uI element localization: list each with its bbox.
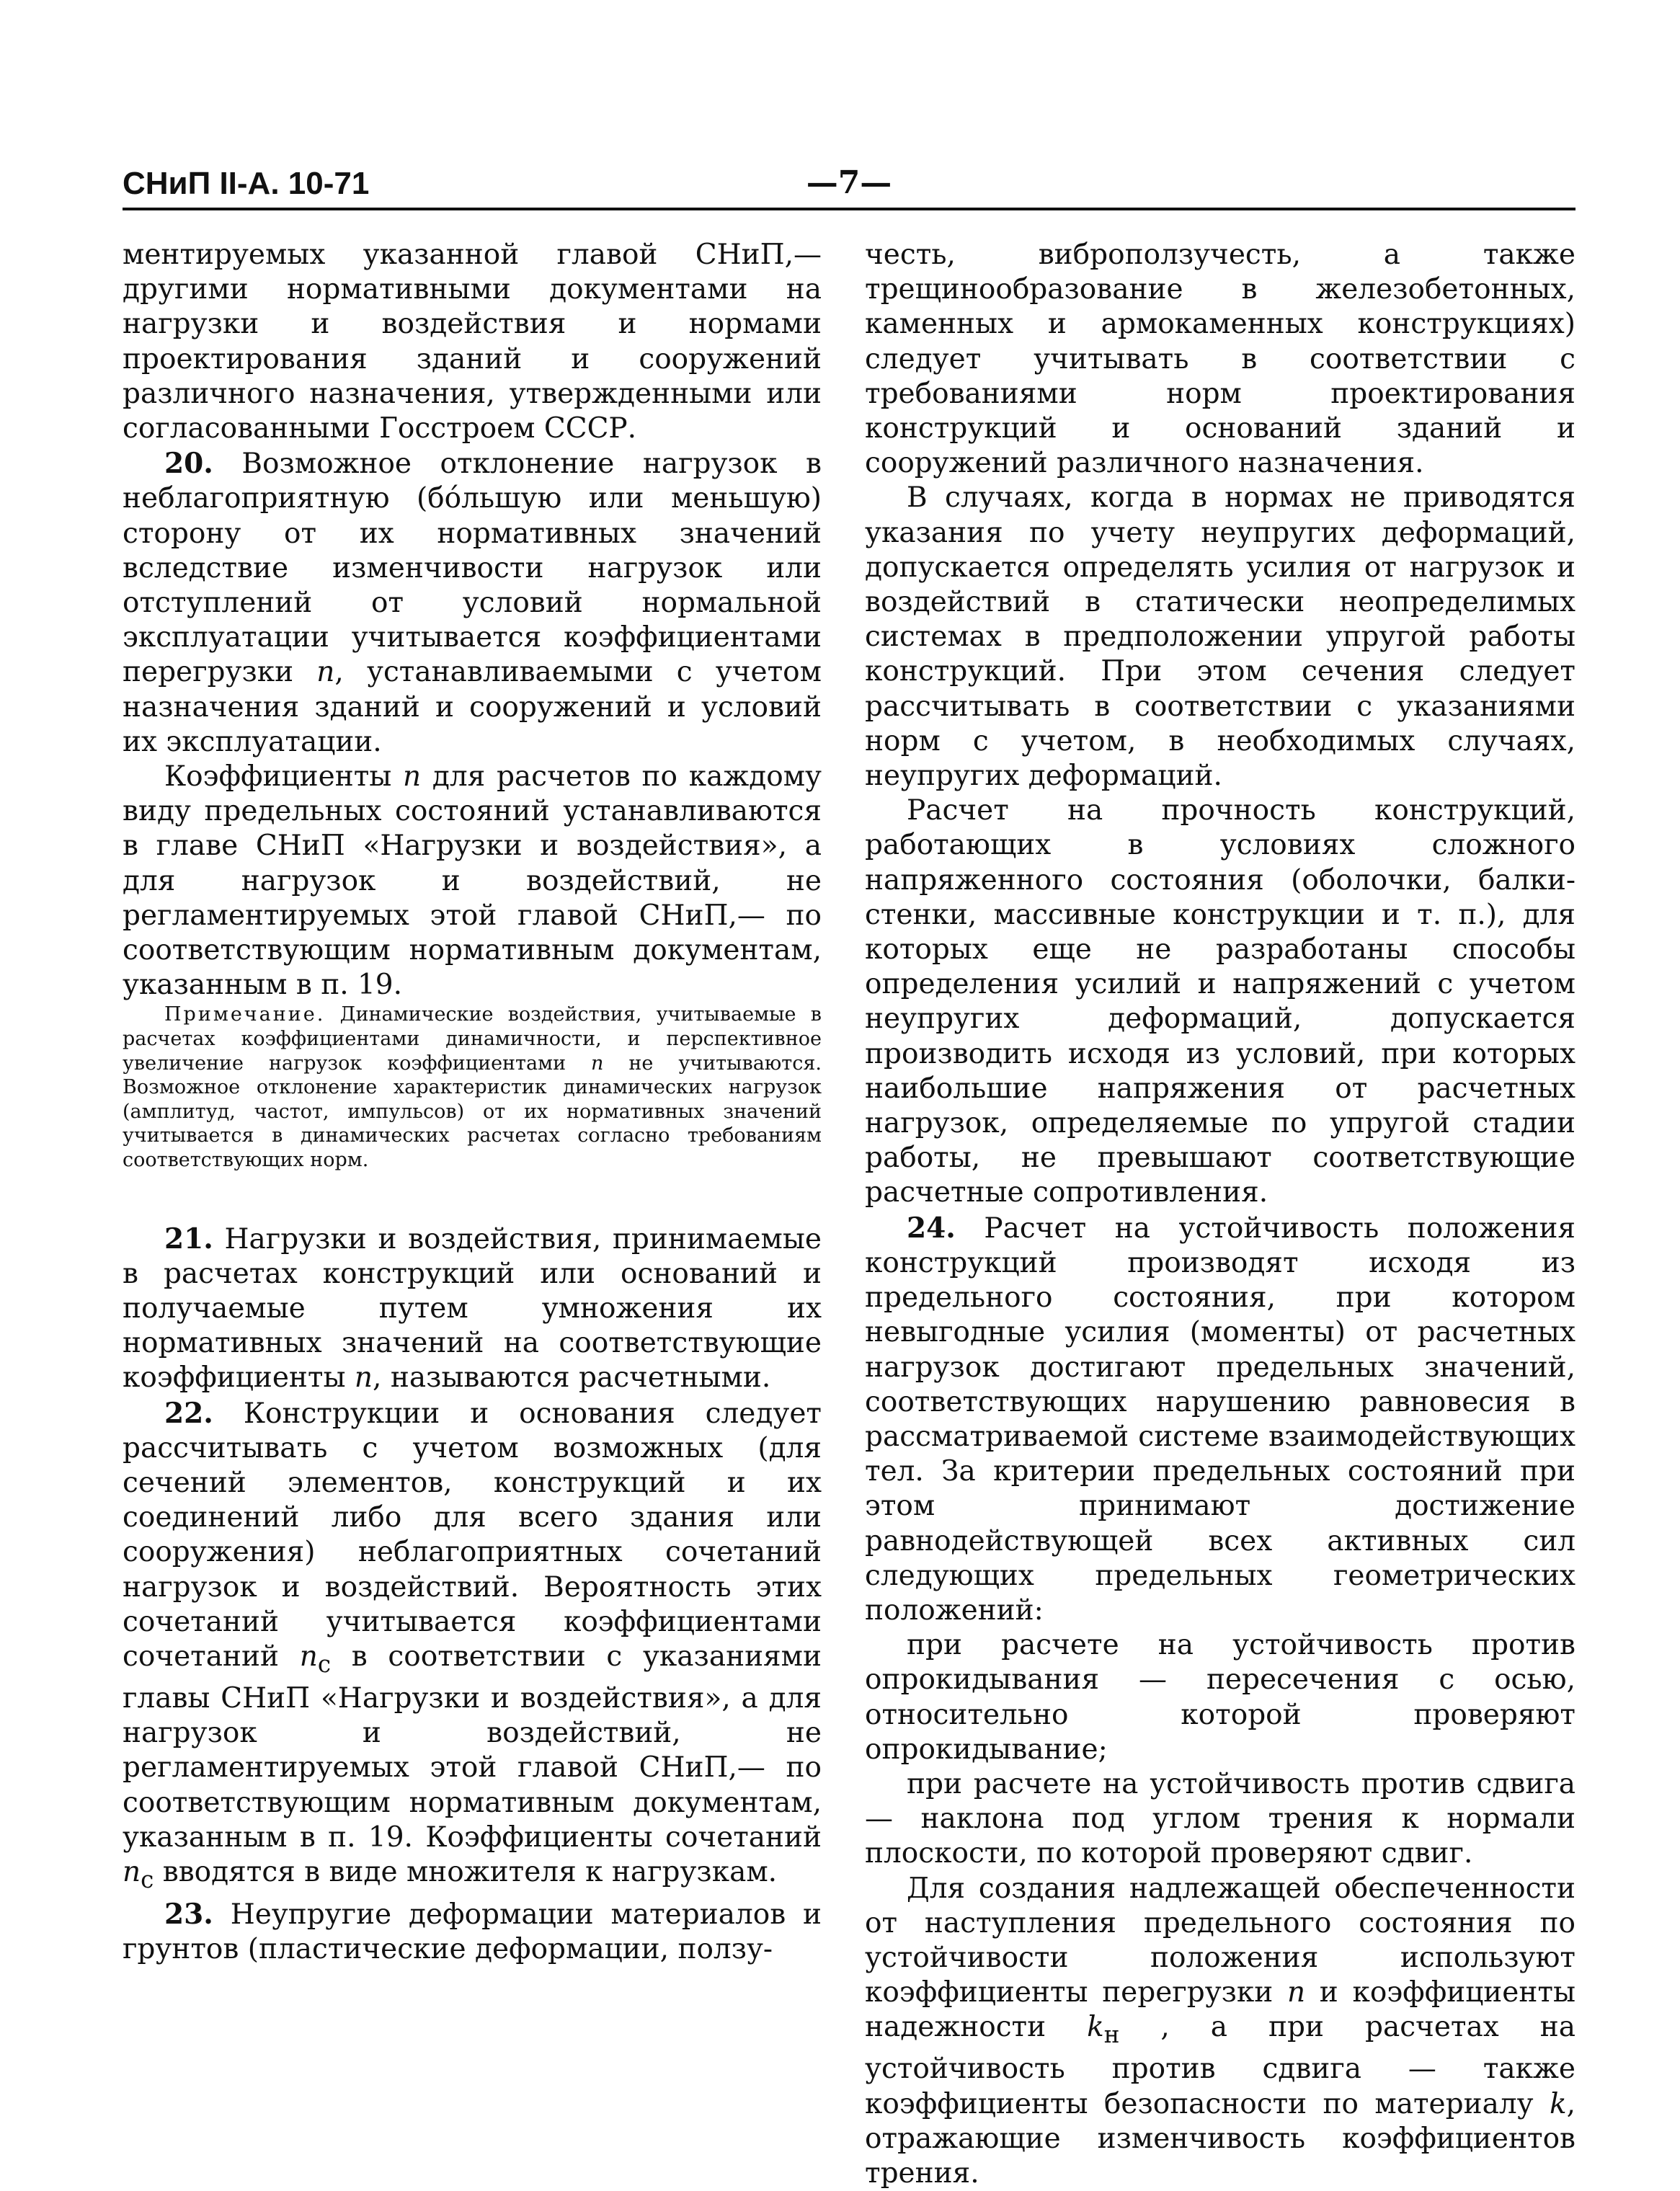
document-code: СНиП II-А. 10-71 — [123, 166, 370, 201]
clause-24: 24. Расчет на устойчивость положения конструкций производят исходя из предельного состояния, при котором невыгодные усилия (моменты) от расчетных нагрузок достигают предельных значений, соответствующих нарушению равновесия в рассматриваемой системе взаимодействующих тел. За критерии предельных состояний при этом принимают достижение равнодействующей всех активных сил следующих предельных геометрических положений: — [865, 1211, 1575, 1627]
variable-k: k — [1549, 2087, 1567, 2120]
page-header — [123, 160, 1575, 210]
page-number: —7— — [806, 164, 892, 201]
variable-n: n — [591, 1052, 604, 1075]
paragraph: при расчете на устойчивость против сдвига — наклона под углом трения к нормали плоскости, по которой проверяют сдвиг. — [865, 1767, 1575, 1870]
paragraph: Расчет на прочность конструкций, работающих в условиях сложного напряженного состояния (оболочки, балки-стенки, массивные конструкции и т. п.), для которых еще не разработаны способы определения усилий и напряжений с учетом неупругих деформаций, допускается производить исходя из условий, при которых наибольшие напряжения от расчетных нагрузок, определяемые по упругой стадии работы, не превышают соответствующие расчетные сопротивления. — [865, 794, 1575, 1209]
paragraph: при расчете на устойчивость против опрокидывания — пересечения с осью, относительно которой проверяют опрокидывание; — [865, 1629, 1575, 1766]
clause-number: 23. — [164, 1898, 213, 1932]
variable-n: n — [123, 1856, 141, 1889]
clause-21: 21. Нагрузки и воздействия, принимаемые в расчетах конструкций или оснований и получаемые путем умножения их нормативных значений на соответствующие коэффициенты n, называются расчетными. — [123, 1222, 822, 1395]
paragraph: Для создания надлежащей обеспеченности от наступления предельного состояния по устойчивости положения используют коэффициенты перегрузки n и коэффициенты надежности $k_н$ , а при расчетах на устойчивость против сдвига — также коэффициенты безопасности по материалу k, отражающие изменчивость коэффициентов трения. — [865, 1872, 1575, 2190]
variable-n: n — [316, 656, 335, 689]
right-column — [865, 238, 1575, 2191]
clause-22: 22. Конструкции и основания следует рассчитывать с учетом возможных (для сечений элементов, конструкций и их соединений либо для всего здания или сооружения) неблагоприятных сочетаний нагрузок и воздействий. Вероятность этих сочетаний учитывается коэффициентами сочетаний $n_c$ в соответствии с указаниями главы СНиП «Нагрузки и воздействия», а для нагрузок и воздействий, не регламентируемых этой главой СНиП,— по соответствующим нормативным документам, указанным в п. 19. Коэффициенты сочетаний $n_c$ вводятся в виде множителя к нагрузкам. — [123, 1396, 822, 1893]
clause-20: 20. Возможное отклонение нагрузок в неблагоприятную (бóльшую или меньшую) сторону от их нормативных значений вследствие изменчивости нагрузок или отступлений от условий нормальной эксплуатации учитывается коэффициентами перегрузки n, устанавливаемыми с учетом назначения зданий и сооружений и условий их эксплуатации. — [123, 447, 822, 758]
paragraph: В случаях, когда в нормах не приводятся указания по учету неупругих деформаций, допускается определять усилия от нагрузок и воздействий в статически неопределимых системах в предположении упругой работы конструкций. При этом сечения следует рассчитывать в соответствии с указаниями норм с учетом, в необходимых случаях, неупругих деформаций. — [865, 481, 1575, 793]
clause-23: 23. Неупругие деформации материалов и грунтов (пластические деформации, ползу- — [123, 1898, 822, 1966]
clause-number: 20. — [164, 447, 213, 481]
clause-number: 22. — [164, 1396, 213, 1430]
note-label: Примечание. — [164, 1003, 326, 1026]
clause-number: 21. — [164, 1222, 213, 1256]
left-column — [123, 238, 822, 1967]
variable-k: k — [1087, 2011, 1104, 2044]
paragraph: Коэффициенты n для расчетов по каждому виду предельных состояний устанавливаются в главе СНиП «Нагрузки и воздействия», а для нагрузок и воздействий, не регламентируемых этой главой СНиП,— по соответствующим нормативным документам, указанным в п. 19. — [123, 760, 822, 1002]
paragraph-continuation: ментируемых указанной главой СНиП,— другими нормативными документами на нагрузки и воздействия и нормами проектирования зданий и сооружений различного назначения, утвержденными или согласованными Госстроем СССР. — [123, 239, 822, 445]
clause-number: 24. — [907, 1211, 956, 1245]
variable-n: n — [403, 760, 422, 794]
variable-n: n — [354, 1361, 373, 1395]
paragraph-continuation: честь, виброползучесть, а также трещинообразование в железобетонных, каменных и армокаменных конструкциях) следует учитывать в соответствии с требованиями норм проектирования конструкций и оснований зданий и сооружений различного назначения. — [865, 239, 1575, 480]
note: Примечание. Динамические воздействия, учитываемые в расчетах коэффициентами динамичности, и перспективное увеличение нагрузок коэффициентами n не учитываются. Возможное отклонение характеристик динамических нагрузок (амплитуд, частот, импульсов) от их нормативных значений учитывается в динамических расчетах согласно требованиям соответствующих норм. — [123, 1003, 822, 1172]
variable-n: n — [299, 1640, 318, 1674]
variable-n: n — [1286, 1976, 1306, 2009]
